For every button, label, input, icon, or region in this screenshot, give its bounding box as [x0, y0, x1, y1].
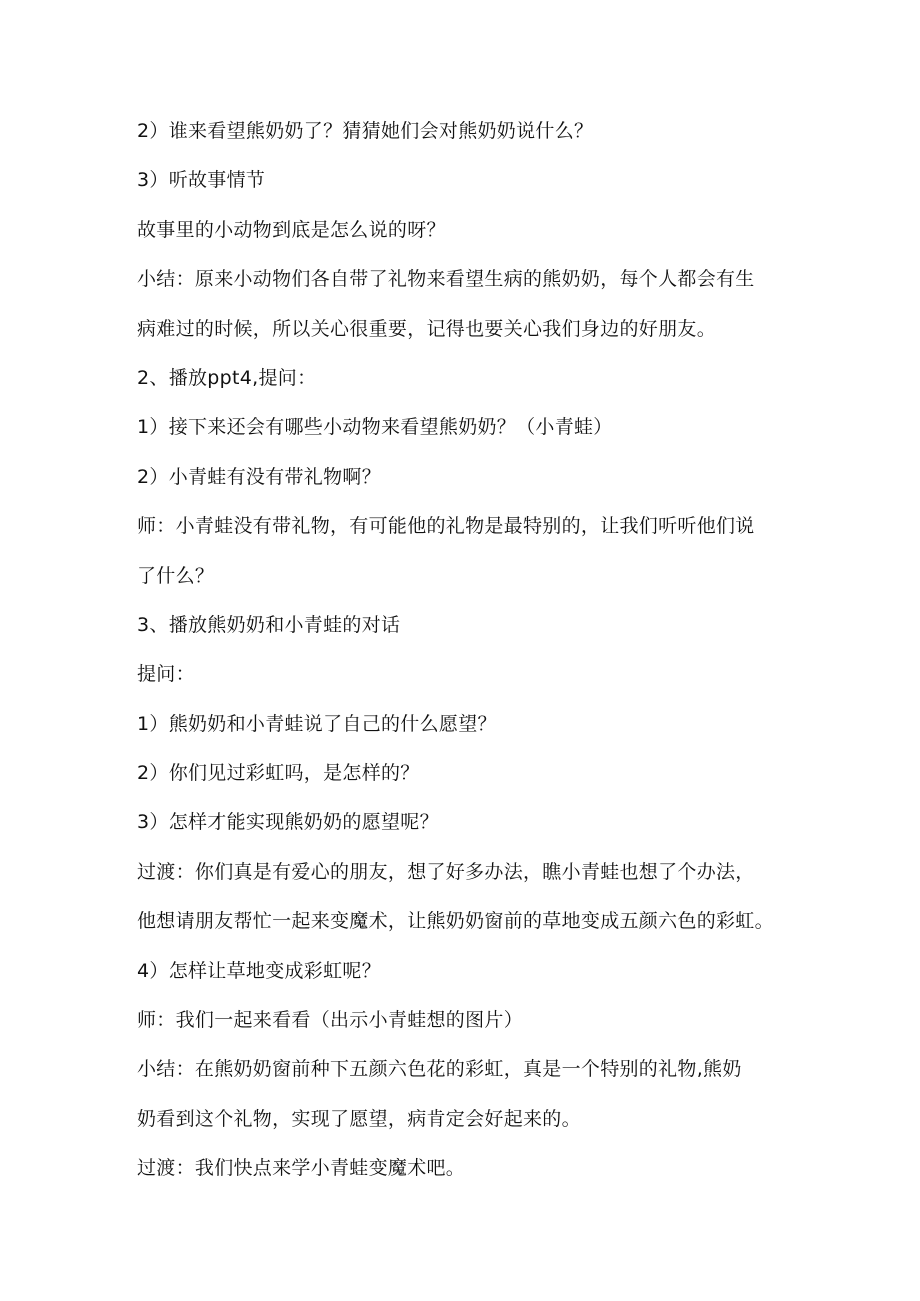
- text-line: 小结：原来小动物们各自带了礼物来看望生病的熊奶奶，每个人都会有生: [137, 268, 755, 291]
- text-line: 奶看到这个礼物，实现了愿望，病肯定会好起来的。: [137, 1107, 581, 1130]
- text-line: 3）怎样才能实现熊奶奶的愿望呢？: [137, 811, 439, 834]
- text-line: 故事里的小动物到底是怎么说的呀？: [137, 218, 446, 241]
- text-line: 他想请朋友帮忙一起来变魔术，让熊奶奶窗前的草地变成五颜六色的彩虹。: [137, 910, 774, 933]
- text-line: 过渡：你们真是有爱心的朋友，想了好多办法，瞧小青蛙也想了个办法，: [137, 860, 755, 883]
- document-body: [137, 113, 797, 1200]
- text-line: 2）谁来看望熊奶奶了？猜猜她们会对熊奶奶说什么？: [137, 120, 594, 142]
- text-line: 1）熊奶奶和小青蛙说了自己的什么愿望？: [137, 712, 497, 735]
- text-line: 3）听故事情节: [137, 169, 266, 192]
- text-line: 2、播放ppt4,提问：: [137, 366, 317, 389]
- text-line: 1）接下来还会有哪些小动物来看望熊奶奶？（小青蛙）: [137, 416, 613, 439]
- text-line: 师：小青蛙没有带礼物，有可能他的礼物是最特别的，让我们听听他们说: [137, 515, 755, 538]
- text-line: 小结：在熊奶奶窗前种下五颜六色花的彩虹，真是一个特别的礼物,熊奶: [137, 1058, 742, 1081]
- text-line: 过渡：我们快点来学小青蛙变魔术吧。: [137, 1157, 466, 1180]
- text-line: 提问：: [137, 663, 195, 686]
- text-line: 了什么？: [137, 564, 215, 587]
- text-line: 4）怎样让草地变成彩虹呢？: [137, 959, 381, 982]
- text-line: 2）你们见过彩虹吗，是怎样的？: [137, 762, 420, 785]
- text-line: 病难过的时候，所以关心很重要，记得也要关心我们身边的好朋友。: [137, 317, 717, 340]
- text-line: 3、播放熊奶奶和小青蛙的对话: [137, 613, 401, 636]
- text-line: 师：我们一起来看看（出示小青蛙想的图片）: [137, 1009, 524, 1032]
- text-line: 2）小青蛙有没有带礼物啊？: [137, 465, 381, 488]
